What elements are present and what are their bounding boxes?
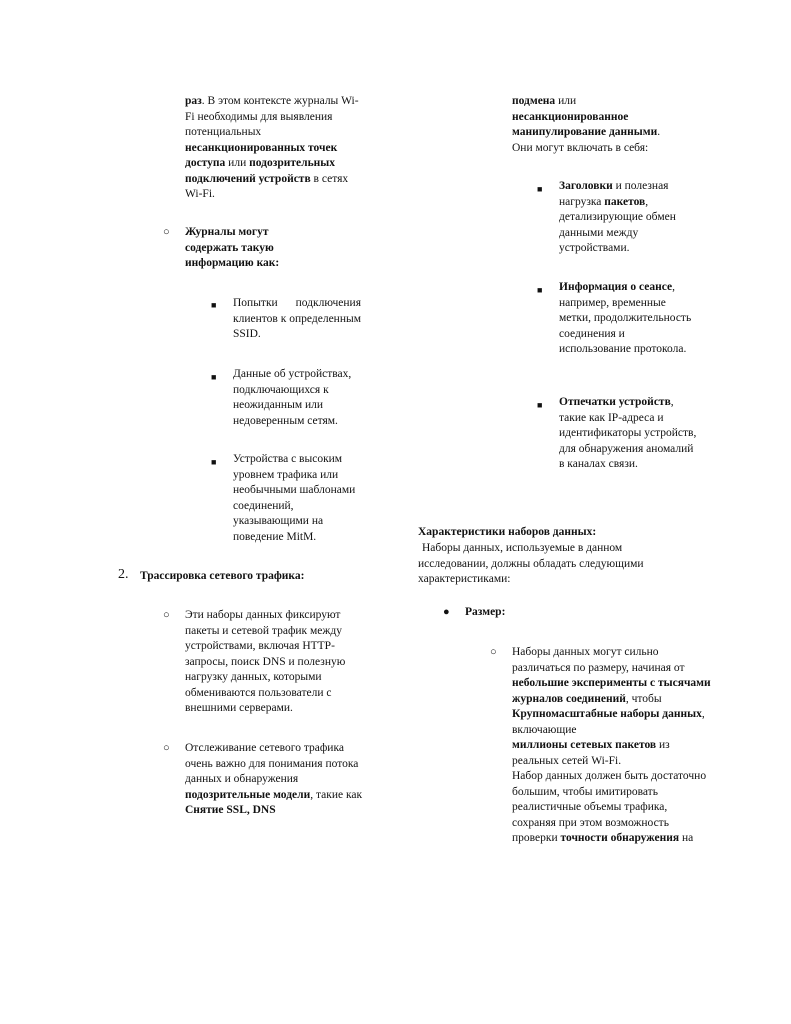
- trace-item-2-text-3: ,: [246, 804, 253, 816]
- intro-text-2: или: [225, 157, 250, 169]
- size-label: [465, 605, 565, 621]
- intro-text-3: в сетях Wi-Fi.: [185, 172, 349, 200]
- right-item-2-text: , например, временные метки, продолжительность соединения и использование протокола.: [559, 281, 692, 355]
- intro-bold-1: раз: [185, 95, 202, 107]
- right-item-2: [559, 280, 699, 358]
- size-text-5: Набор данных должен быть достаточно большим, чтобы имитировать реалистичные объемы трафика, сохраняя при этом возможность проверки: [512, 770, 707, 844]
- size-text-4: из реальных сетей Wi-Fi.: [512, 739, 670, 767]
- trace-item-2-bold-2: Снятие SSL: [185, 804, 247, 816]
- trace-item-2-bold-3: DNS: [252, 804, 276, 816]
- size-label-text: Размер:: [465, 606, 506, 618]
- square-bullet-icon: ■: [211, 372, 217, 382]
- intro-text-1: . В этом контексте журналы Wi-Fi необходимы для выявления потенциальных: [185, 95, 359, 138]
- logs-item-2: Данные об устройствах, подключающихся к неожиданным или недоверенным сетям.: [233, 368, 352, 427]
- logs-heading-text: Журналы могут содержать такую информацию как:: [185, 226, 280, 269]
- size-bold-4: точности обнаружения: [560, 832, 680, 844]
- right-item-1: [559, 179, 697, 257]
- bullet-dot-icon: ●: [443, 606, 450, 618]
- square-bullet-icon: ■: [211, 457, 217, 467]
- logs-item-1: Попытки подключения клиентов к определенным SSID.: [233, 297, 361, 340]
- square-bullet-icon: ■: [211, 300, 217, 310]
- circle-bullet-icon: ○: [163, 609, 170, 621]
- circle-bullet-icon: ○: [163, 226, 170, 238]
- right-item-3-text: , такие как IP-адреса и идентификаторы устройств, для обнаружения аномалий в каналах связи.: [559, 396, 697, 470]
- logs-heading: [185, 225, 295, 272]
- circle-bullet-icon: ○: [490, 646, 497, 658]
- trace-item-2-text-1: Отслеживание сетевого трафика очень важно для понимания потока данных и обнаружения: [185, 742, 359, 785]
- trace-item-2-text-2: , такие как: [310, 788, 363, 801]
- right-top-text-2: . Они могут включать в себя:: [512, 126, 661, 154]
- right-item-3: [559, 395, 699, 473]
- section-title-text: Трассировка сетевого трафика:: [140, 570, 305, 582]
- section-number: 2.: [118, 567, 129, 582]
- square-bullet-icon: ■: [537, 285, 543, 295]
- intro-bold-2: несанкционированных точек доступа: [185, 141, 338, 169]
- right-item-1-bold: Заголовки: [559, 180, 613, 192]
- characteristics-heading: [418, 525, 678, 541]
- right-item-1-bold-2: пакетов: [604, 195, 646, 208]
- right-item-1-text: и полезная нагрузка: [559, 180, 669, 208]
- square-bullet-icon: ■: [537, 400, 543, 410]
- square-bullet-icon: ■: [537, 184, 543, 194]
- section-title: [140, 569, 360, 585]
- circle-bullet-icon: ○: [163, 742, 170, 754]
- characteristics-intro: Наборы данных, используемые в данном исследовании, должны обладать следующими характеристиками:: [418, 542, 644, 585]
- size-bold-3: миллионы сетевых пакетов: [512, 739, 657, 751]
- trace-item-1: Эти наборы данных фиксируют пакеты и сетевой трафик между устройствами, включая HTTP-запросы, поиск DNS и полезную нагрузку данных, которыми обмениваются пользователи с внешними серверами.: [185, 609, 346, 714]
- intro-bold-3: подозрительных подключений устройств: [185, 157, 336, 185]
- right-item-1-text-2: , детализирующие обмен данными между устройствами.: [559, 195, 676, 254]
- size-bold-1: небольшие эксперименты с тысячами журналов соединений: [512, 677, 711, 705]
- intro-paragraph: [185, 94, 363, 203]
- right-top-text-1: или: [555, 95, 577, 107]
- size-text-6: на: [679, 832, 694, 844]
- right-top-paragraph: [512, 94, 672, 156]
- trace-item-2: [185, 741, 370, 819]
- size-text-2: , чтобы: [625, 692, 662, 705]
- size-text-3: , включающие: [512, 708, 705, 736]
- right-top-bold-1: подмена: [512, 95, 556, 107]
- right-item-3-bold: Отпечатки устройств: [559, 396, 671, 408]
- right-item-2-bold: Информация о сеансе: [559, 281, 673, 293]
- right-top-bold-2: несанкционированное манипулирование данными: [512, 110, 658, 138]
- trace-item-2-bold-1: подозрительные модели: [185, 788, 311, 801]
- size-paragraph: [512, 645, 712, 847]
- size-text-1: Наборы данных могут сильно различаться по размеру, начиная от: [512, 646, 685, 674]
- size-bold-2: Крупномасштабные наборы данных: [512, 708, 702, 720]
- characteristics-heading-text: Характеристики наборов данных:: [418, 526, 597, 538]
- logs-item-3: Устройства с высоким уровнем трафика или необычными шаблонами соединений, указывающими на поведение MitM.: [233, 453, 356, 543]
